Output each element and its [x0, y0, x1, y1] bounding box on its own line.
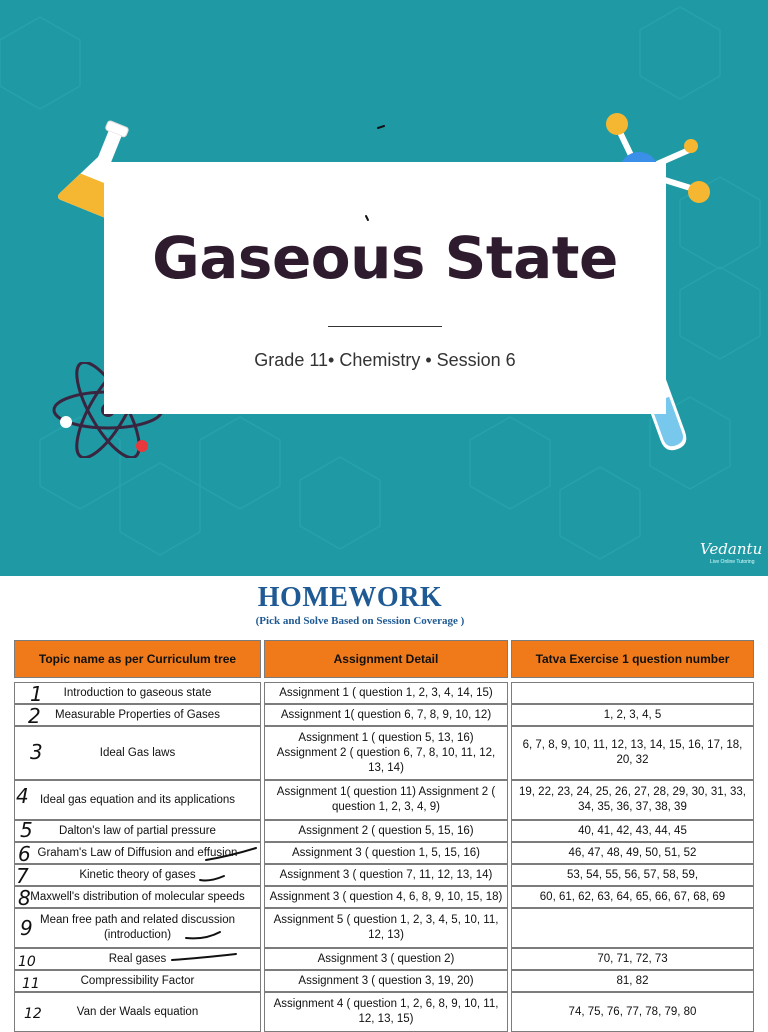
assignment-cell: Assignment 1 ( question 5, 13, 16) Assignment 2 ( question 6, 7, 8, 10, 11, 12, 13, 14)	[264, 726, 508, 780]
table-row	[14, 864, 754, 886]
handwritten-number: 1	[30, 682, 43, 706]
table-row	[14, 682, 754, 704]
handwritten-number: 9	[20, 916, 33, 940]
homework-subtitle: (Pick and Solve Based on Session Coverage )	[255, 615, 465, 627]
table-row	[14, 948, 754, 970]
topic-cell: Ideal gas equation and its applications	[14, 780, 261, 820]
tatva-cell: 74, 75, 76, 77, 78, 79, 80	[511, 992, 754, 1032]
assignment-cell: Assignment 3 ( question 2)	[264, 948, 508, 970]
table-row	[14, 886, 754, 908]
handwritten-number: 7	[16, 864, 29, 888]
topic-cell: Ideal Gas laws	[14, 726, 261, 780]
slide-subtitle: Grade 11• Chemistry • Session 6	[254, 350, 516, 370]
topic-cell: Dalton's law of partial pressure	[14, 820, 261, 842]
handwritten-number: 5	[20, 818, 33, 842]
topic-cell: Kinetic theory of gases	[14, 864, 261, 886]
tatva-cell: 70, 71, 72, 73	[511, 948, 754, 970]
table-header	[14, 640, 754, 678]
topic-cell: Real gases	[14, 948, 261, 970]
tatva-cell	[511, 682, 754, 704]
table-row	[14, 970, 754, 992]
table-row	[14, 820, 754, 842]
tatva-cell	[511, 908, 754, 948]
handwritten-number: 10	[18, 954, 36, 970]
topic-cell: Mean free path and related discussion (introduction)	[14, 908, 261, 948]
title-card	[104, 162, 666, 414]
slide-title: Gaseous State	[152, 224, 618, 292]
topic-cell: Introduction to gaseous state	[14, 682, 261, 704]
tatva-cell: 60, 61, 62, 63, 64, 65, 66, 67, 68, 69	[511, 886, 754, 908]
table-row	[14, 908, 754, 948]
topic-cell: Compressibility Factor	[14, 970, 261, 992]
tatva-cell: 40, 41, 42, 43, 44, 45	[511, 820, 754, 842]
table-row	[14, 842, 754, 864]
handwritten-number: 4	[16, 784, 29, 808]
assignment-cell: Assignment 1( question 11) Assignment 2 ( question 1, 2, 3, 4, 9)	[264, 780, 508, 820]
homework-table	[14, 640, 754, 1032]
table-row	[14, 780, 754, 820]
assignment-cell: Assignment 3 ( question 1, 5, 15, 16)	[264, 842, 508, 864]
assignment-cell: Assignment 3 ( question 4, 6, 8, 9, 10, 15, 18)	[264, 886, 508, 908]
table-row	[14, 992, 754, 1032]
topic-cell: Maxwell's distribution of molecular speeds	[14, 886, 261, 908]
assignment-cell: Assignment 1 ( question 1, 2, 3, 4, 14, 15)	[264, 682, 508, 704]
tatva-cell: 46, 47, 48, 49, 50, 51, 52	[511, 842, 754, 864]
topic-cell: Graham's Law of Diffusion and effusion	[14, 842, 261, 864]
assignment-cell: Assignment 4 ( question 1, 2, 6, 8, 9, 10, 11, 12, 13, 15)	[264, 992, 508, 1032]
assignment-cell: Assignment 1( question 6, 7, 8, 9, 10, 12)	[264, 704, 508, 726]
header-assignment: Assignment Detail	[264, 640, 508, 678]
tatva-cell: 81, 82	[511, 970, 754, 992]
handwritten-number: 8	[18, 886, 31, 910]
handwritten-number: 3	[30, 740, 43, 764]
brand-tagline: Live Online Tutoring	[710, 559, 755, 565]
assignment-cell: Assignment 5 ( question 1, 2, 3, 4, 5, 10, 11, 12, 13)	[264, 908, 508, 948]
homework-title: HOMEWORK	[257, 582, 443, 613]
assignment-cell: Assignment 2 ( question 5, 15, 16)	[264, 820, 508, 842]
tatva-cell: 1, 2, 3, 4, 5	[511, 704, 754, 726]
topic-cell: Van der Waals equation	[14, 992, 261, 1032]
brand-logo: Vedantu	[700, 540, 763, 558]
tatva-cell: 6, 7, 8, 9, 10, 11, 12, 13, 14, 15, 16, 17, 18, 20, 32	[511, 726, 754, 780]
handwritten-number: 2	[28, 704, 41, 728]
handwritten-number: 12	[24, 1006, 42, 1022]
header-topic: Topic name as per Curriculum tree	[14, 640, 261, 678]
topic-cell: Measurable Properties of Gases	[14, 704, 261, 726]
table-row	[14, 726, 754, 780]
table-row	[14, 704, 754, 726]
header-tatva: Tatva Exercise 1 question number	[511, 640, 754, 678]
assignment-cell: Assignment 3 ( question 3, 19, 20)	[264, 970, 508, 992]
tatva-cell: 53, 54, 55, 56, 57, 58, 59,	[511, 864, 754, 886]
handwritten-number: 11	[22, 976, 40, 992]
handwritten-number: 6	[18, 842, 31, 866]
tatva-cell: 19, 22, 23, 24, 25, 26, 27, 28, 29, 30, 31, 33, 34, 35, 36, 37, 38, 39	[511, 780, 754, 820]
assignment-cell: Assignment 3 ( question 7, 11, 12, 13, 14)	[264, 864, 508, 886]
title-divider	[328, 326, 442, 327]
